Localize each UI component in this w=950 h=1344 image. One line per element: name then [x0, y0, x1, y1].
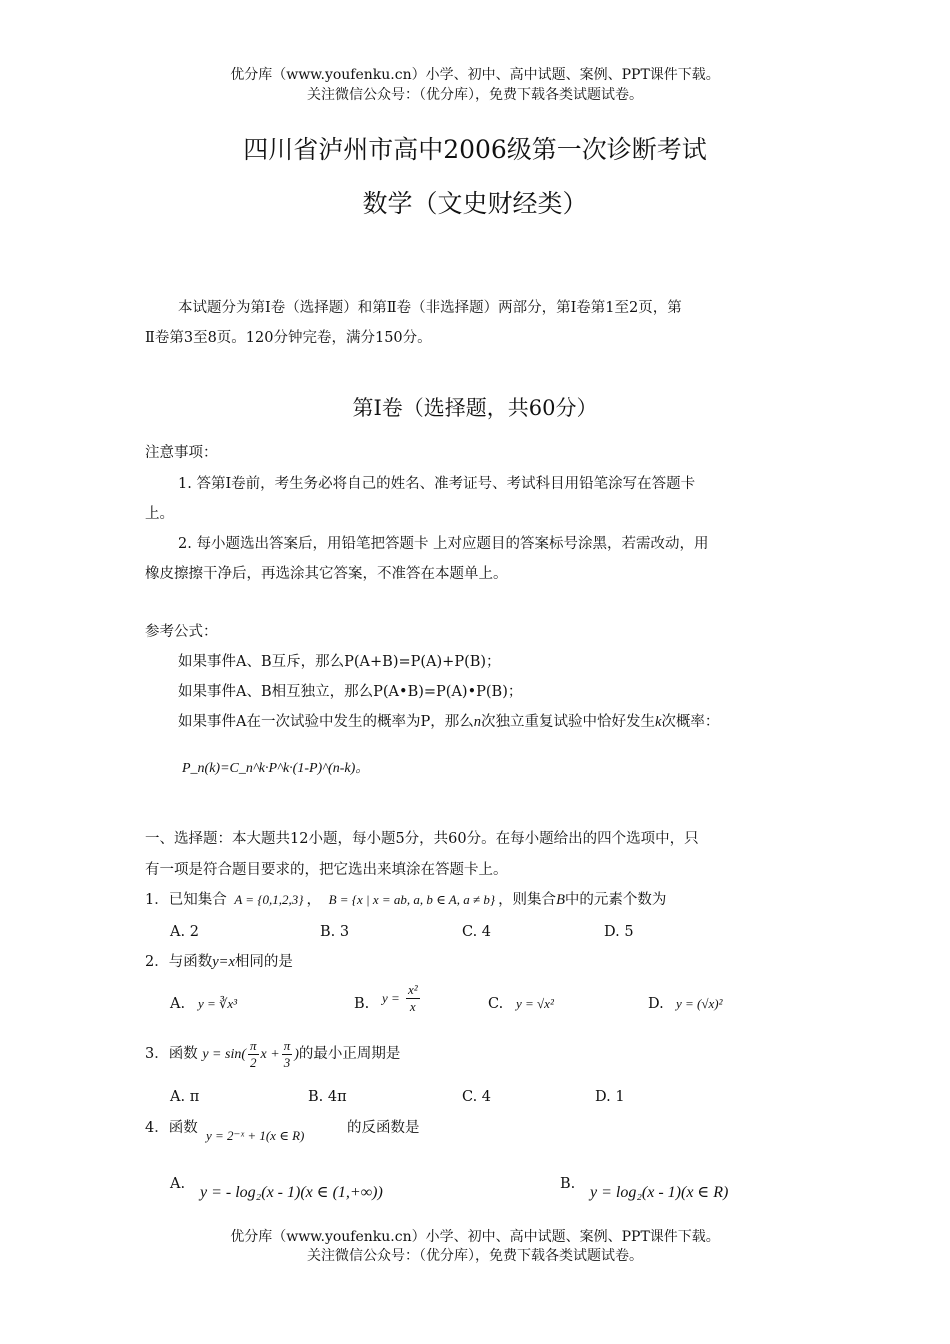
note-1-line-2: 上。 — [145, 506, 174, 522]
section-1-line-1: 一、选择题：本大题共12小题，每小题5分，共60分。在每小题给出的四个选项中，只 — [145, 831, 699, 847]
exam-title: 四川省泸州市高中2006级第一次诊断考试 — [243, 135, 707, 164]
q2-label-b: B. — [354, 996, 370, 1012]
q3-stem-post: 的最小正周期是 — [298, 1046, 401, 1062]
q1-option-c: C. 4 — [462, 924, 492, 940]
formula-binomial-mid: 次独立重复试验中恰好发生 — [480, 714, 655, 730]
q2-stem-pre: 2．与函数 — [145, 954, 213, 970]
q2-label-c: C. — [488, 996, 504, 1012]
formula-binomial-text — [178, 712, 719, 732]
q3-option-a: A. π — [170, 1089, 200, 1105]
formula-k: k — [654, 714, 662, 730]
formula-binomial-pre: 如果事件A在一次试验中发生的概率为P，那么 — [178, 714, 474, 730]
q1-set-a: A = {0,1,2,3} — [234, 892, 304, 907]
q3-option-b: B. 4π — [308, 1089, 347, 1105]
footer-line-2: 关注微信公众号：（优分库），免费下载各类试题试卷。 — [307, 1248, 643, 1264]
q3-fraction-2 — [282, 1038, 293, 1071]
q1-comma: ， — [306, 892, 321, 908]
question-3-stem — [145, 1036, 400, 1073]
q3-fraction-1 — [248, 1038, 259, 1071]
q1-option-a: A. 2 — [170, 924, 199, 940]
q2-stem-post: 相同的是 — [234, 954, 293, 970]
question-1-stem — [145, 890, 666, 910]
note-1-line-1: 1. 答第Ⅰ卷前，考生务必将自己的姓名、准考证号、考试科目用铅笔涂写在答题卡 — [178, 476, 696, 492]
intro-line-1: 本试题分为第Ⅰ卷（选择题）和第Ⅱ卷（非选择题）两部分，第Ⅰ卷第1至2页，第 — [178, 300, 682, 316]
q2-label-d: D. — [648, 996, 664, 1012]
formula-n: n — [473, 714, 481, 730]
q3-x: x + — [260, 1047, 280, 1062]
q3-fraction-2-den: 3 — [283, 1054, 291, 1070]
q1-stem-pre: 1．已知集合 — [145, 892, 227, 908]
q2-option-b-fraction — [406, 982, 420, 1015]
header-line-1: 优分库（www.youfenku.cn）小学、初中、高中试题、案例、PPT课件下载。 — [230, 67, 720, 83]
q2-option-b-numerator: x² — [407, 982, 418, 997]
q2-option-d: y = (√x)² — [676, 996, 723, 1011]
q4-label-b: B. — [560, 1176, 576, 1192]
section-1-line-2: 有一项是符合题目要求的，把它选出来填涂在答题卡上。 — [145, 862, 508, 878]
notes-heading: 注意事项： — [145, 445, 218, 461]
q2-option-b-y: y = — [382, 990, 400, 1006]
q3-option-c: C. 4 — [462, 1089, 492, 1105]
q1-option-d: D. 5 — [604, 924, 634, 940]
question-4-stem-pre: 4．函数 — [145, 1120, 198, 1136]
q4-option-a: y = - log₂(x - 1)(x ∈ (1,+∞)) — [200, 1184, 383, 1201]
exam-subject: 数学（文史财经类） — [362, 189, 588, 218]
footer-line-1: 优分库（www.youfenku.cn）小学、初中、高中试题、案例、PPT课件下载。 — [230, 1229, 720, 1245]
header-line-2: 关注微信公众号：（优分库），免费下载各类试题试卷。 — [307, 87, 643, 103]
q3-fraction-2-num: π — [283, 1037, 291, 1053]
q2-option-c: y = √x² — [516, 996, 554, 1011]
intro-line-2: Ⅱ卷第3至8页。120分钟完卷，满分150分。 — [145, 330, 432, 346]
q1-stem-end: 中的元素个数为 — [564, 892, 667, 908]
q3-fraction-1-num: π — [250, 1037, 257, 1053]
note-2-line-1: 2. 每小题选出答案后，用铅笔把答题卡 上对应题目的答案标号涂黑，若需改动，用 — [178, 536, 709, 552]
q2-option-b-denominator: x — [409, 999, 416, 1014]
q2-label-a: A. — [170, 996, 186, 1012]
q2-option-a: y = ∛x³ — [198, 996, 237, 1011]
q1-b: B — [556, 892, 565, 908]
q4-label-a: A. — [170, 1176, 186, 1192]
formula-mutually-exclusive: 如果事件A、B互斥，那么P(A+B)=P(A)+P(B)； — [178, 654, 501, 670]
q3-stem-pre: 3．函数 — [145, 1046, 198, 1062]
question-4-stem-post: 的反函数是 — [347, 1120, 420, 1136]
q1-stem-post: ，则集合 — [498, 892, 557, 908]
q1-set-b: B = {x | x = ab, a, b ∈ A, a ≠ b} — [328, 892, 496, 907]
q3-fn-post: ) — [294, 1047, 299, 1062]
note-2-line-2: 橡皮擦擦干净后，再选涂其它答案，不准答在本题单上。 — [145, 566, 508, 582]
q1-option-b: B. 3 — [320, 924, 350, 940]
formula-binomial-expression: P_n(k)=C_n^k·P^k·(1-P)^(n-k)。 — [182, 761, 370, 776]
q2-fn: y=x — [212, 954, 235, 970]
formulas-heading: 参考公式： — [145, 624, 218, 640]
q4-option-b: y = log₂(x - 1)(x ∈ R) — [590, 1184, 729, 1201]
q4-function: y = 2⁻ˣ + 1(x ∈ R) — [206, 1128, 305, 1143]
q3-option-d: D. 1 — [595, 1089, 625, 1105]
q3-fraction-1-den: 2 — [250, 1054, 257, 1070]
q3-fn-pre: y = sin( — [202, 1047, 247, 1062]
question-2-stem — [145, 952, 293, 972]
formula-independent: 如果事件A、B相互独立，那么P(A•B)=P(A)•P(B)； — [178, 684, 523, 700]
part-1-title: 第Ⅰ卷（选择题，共60分） — [352, 396, 598, 420]
q2-option-b — [382, 982, 422, 1015]
formula-binomial-post: 次概率： — [661, 714, 720, 730]
